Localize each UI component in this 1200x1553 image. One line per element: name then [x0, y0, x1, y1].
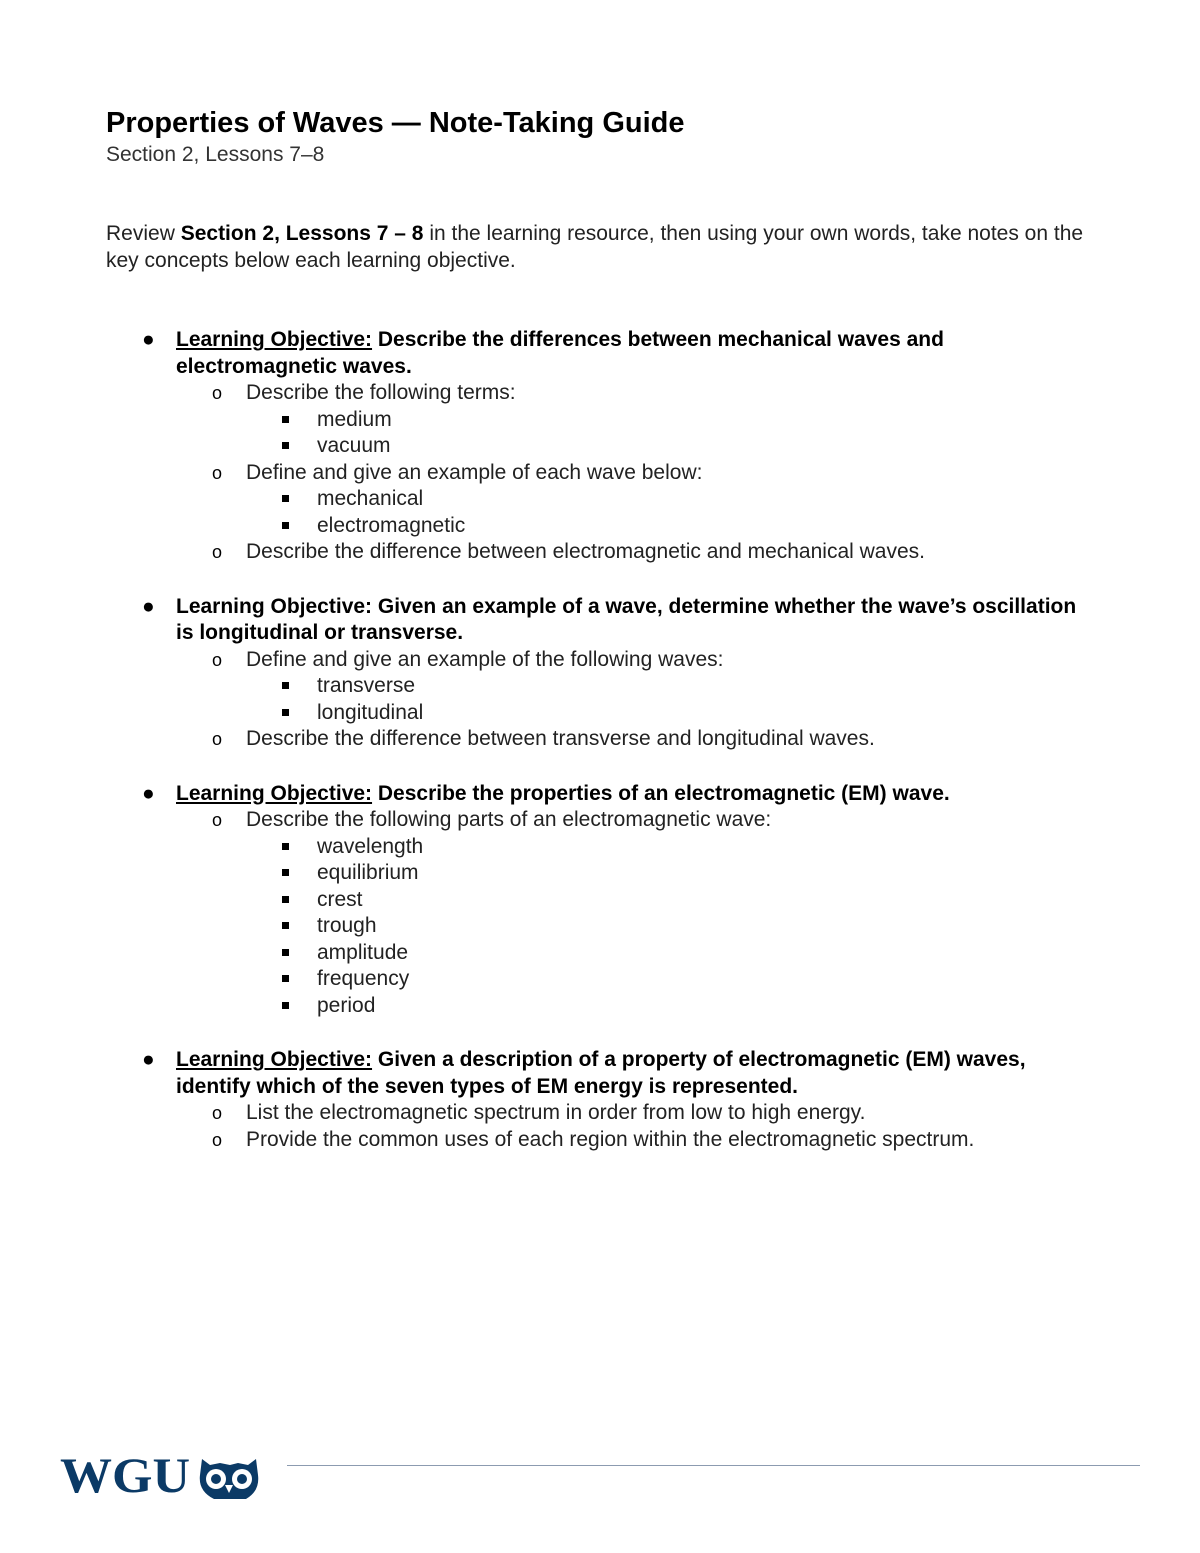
- bullet-circle-icon: o: [212, 649, 223, 670]
- objective-tasks: [176, 807, 1096, 1019]
- task-text: List the electromagnetic spectrum in order from low to high energy.: [246, 1101, 866, 1124]
- learning-objective: [106, 781, 1096, 1020]
- task-item: [176, 807, 1096, 1019]
- bullet-square-icon: [282, 843, 289, 850]
- task-item: [176, 380, 1096, 460]
- task-text: Provide the common uses of each region within the electromagnetic spectrum.: [246, 1127, 975, 1151]
- bullet-square-icon: [282, 949, 289, 956]
- task-text: Describe the difference between transverse and longitudinal waves.: [246, 727, 875, 750]
- owl-icon: [200, 1459, 258, 1499]
- objective-heading: [176, 327, 1096, 380]
- bullet-circle-icon: o: [212, 542, 223, 562]
- task-text: Describe the following terms:: [246, 381, 516, 404]
- bullet-square-icon: [282, 442, 289, 449]
- bullet-square-icon: [282, 922, 289, 929]
- bullet-square-icon: [282, 682, 289, 689]
- bullet-square-icon: [282, 709, 289, 716]
- objective-heading: [176, 781, 1096, 808]
- bullet-square-icon: [282, 869, 289, 876]
- term-item: [246, 673, 1096, 700]
- objective-heading: [176, 594, 1096, 647]
- objective-tasks: [176, 647, 1096, 753]
- term-text: equilibrium: [317, 861, 419, 884]
- objective-tasks: [176, 1100, 1096, 1153]
- learning-objective: [106, 594, 1096, 753]
- objective-text: Describe the differences between mechanical waves and electromagnetic waves.: [176, 328, 944, 378]
- footer-divider: [287, 1465, 1140, 1466]
- term-item: [246, 433, 1096, 460]
- objective-text: Given a description of a property of electromagnetic (EM) waves, identify which of the seven types of EM energy is represented.: [176, 1048, 1026, 1098]
- bullet-circle-icon: o: [212, 383, 223, 403]
- intro-paragraph: [106, 220, 1096, 274]
- objective-text: Describe the properties of an electromagnetic (EM) wave.: [372, 781, 950, 805]
- term-list: [246, 486, 1096, 539]
- objective-label: Learning Objective:: [176, 328, 373, 351]
- task-item: [176, 460, 1096, 540]
- task-text: Describe the difference between electromagnetic and mechanical waves.: [246, 540, 925, 563]
- bullet-disc-icon: ●: [142, 781, 155, 805]
- page-title: Properties of Waves — Note-Taking Guide: [106, 107, 685, 139]
- bullet-circle-icon: o: [212, 729, 223, 749]
- wgu-logo: [60, 1451, 264, 1501]
- objective-text: Given an example of a wave, determine whether the wave’s oscillation is longitudinal or transverse.: [176, 594, 1077, 644]
- term-text: medium: [317, 407, 392, 431]
- intro-before: Review: [106, 222, 181, 245]
- term-item: [246, 860, 1096, 887]
- bullet-square-icon: [282, 495, 289, 502]
- term-list: [246, 834, 1096, 1020]
- bullet-square-icon: [282, 1002, 289, 1009]
- task-item: [176, 1100, 1096, 1127]
- bullet-circle-icon: o: [212, 1103, 223, 1123]
- bullet-square-icon: [282, 975, 289, 982]
- term-item: [246, 993, 1096, 1020]
- intro-bold: Section 2, Lessons 7 – 8: [180, 222, 424, 245]
- term-text: wavelength: [317, 834, 424, 858]
- learning-objective: [106, 1047, 1096, 1153]
- term-text: period: [317, 993, 376, 1017]
- task-text: Define and give an example of the following waves:: [246, 647, 724, 671]
- term-text: electromagnetic: [317, 513, 466, 537]
- objective-label: Learning Objective:: [176, 781, 373, 805]
- intro-after: in the learning resource, then using your own words, take notes on the key concepts below each learning objective.: [106, 222, 1084, 272]
- term-list: [246, 673, 1096, 726]
- term-text: frequency: [317, 967, 410, 990]
- term-text: crest: [317, 887, 363, 911]
- objectives-list: [106, 327, 1096, 1181]
- objective-heading: [176, 1047, 1096, 1100]
- page-subtitle: Section 2, Lessons 7–8: [106, 143, 325, 166]
- term-item: [246, 966, 1096, 993]
- task-item: [176, 1127, 1096, 1154]
- term-text: longitudinal: [317, 700, 424, 724]
- bullet-circle-icon: o: [212, 1129, 223, 1150]
- objective-tasks: [176, 380, 1096, 566]
- bullet-disc-icon: ●: [142, 328, 155, 351]
- term-item: [246, 834, 1096, 861]
- bullet-square-icon: [282, 522, 289, 529]
- term-text: amplitude: [317, 940, 409, 964]
- term-item: [246, 407, 1096, 434]
- objective-label: Learning Objective:: [176, 1048, 373, 1071]
- term-item: [246, 486, 1096, 513]
- task-text: Define and give an example of each wave below:: [246, 460, 703, 484]
- bullet-disc-icon: ●: [142, 594, 155, 618]
- term-text: mechanical: [317, 487, 424, 510]
- bullet-circle-icon: o: [212, 462, 223, 483]
- task-text: Describe the following parts of an electromagnetic wave:: [246, 808, 772, 831]
- term-item: [246, 940, 1096, 967]
- wgu-logo-text: WGU: [60, 1451, 190, 1501]
- task-item: [176, 726, 1096, 753]
- term-list: [246, 407, 1096, 460]
- term-item: [246, 700, 1096, 727]
- term-text: transverse: [317, 674, 416, 697]
- term-text: vacuum: [317, 434, 391, 457]
- bullet-circle-icon: o: [212, 810, 223, 830]
- term-item: [246, 913, 1096, 940]
- task-item: [176, 647, 1096, 727]
- objective-label: Learning Objective:: [176, 594, 373, 618]
- term-item: [246, 513, 1096, 540]
- bullet-disc-icon: ●: [142, 1048, 155, 1071]
- term-text: trough: [317, 914, 377, 937]
- bullet-square-icon: [282, 416, 289, 423]
- bullet-square-icon: [282, 896, 289, 903]
- term-item: [246, 887, 1096, 914]
- task-item: [176, 539, 1096, 566]
- learning-objective: [106, 327, 1096, 566]
